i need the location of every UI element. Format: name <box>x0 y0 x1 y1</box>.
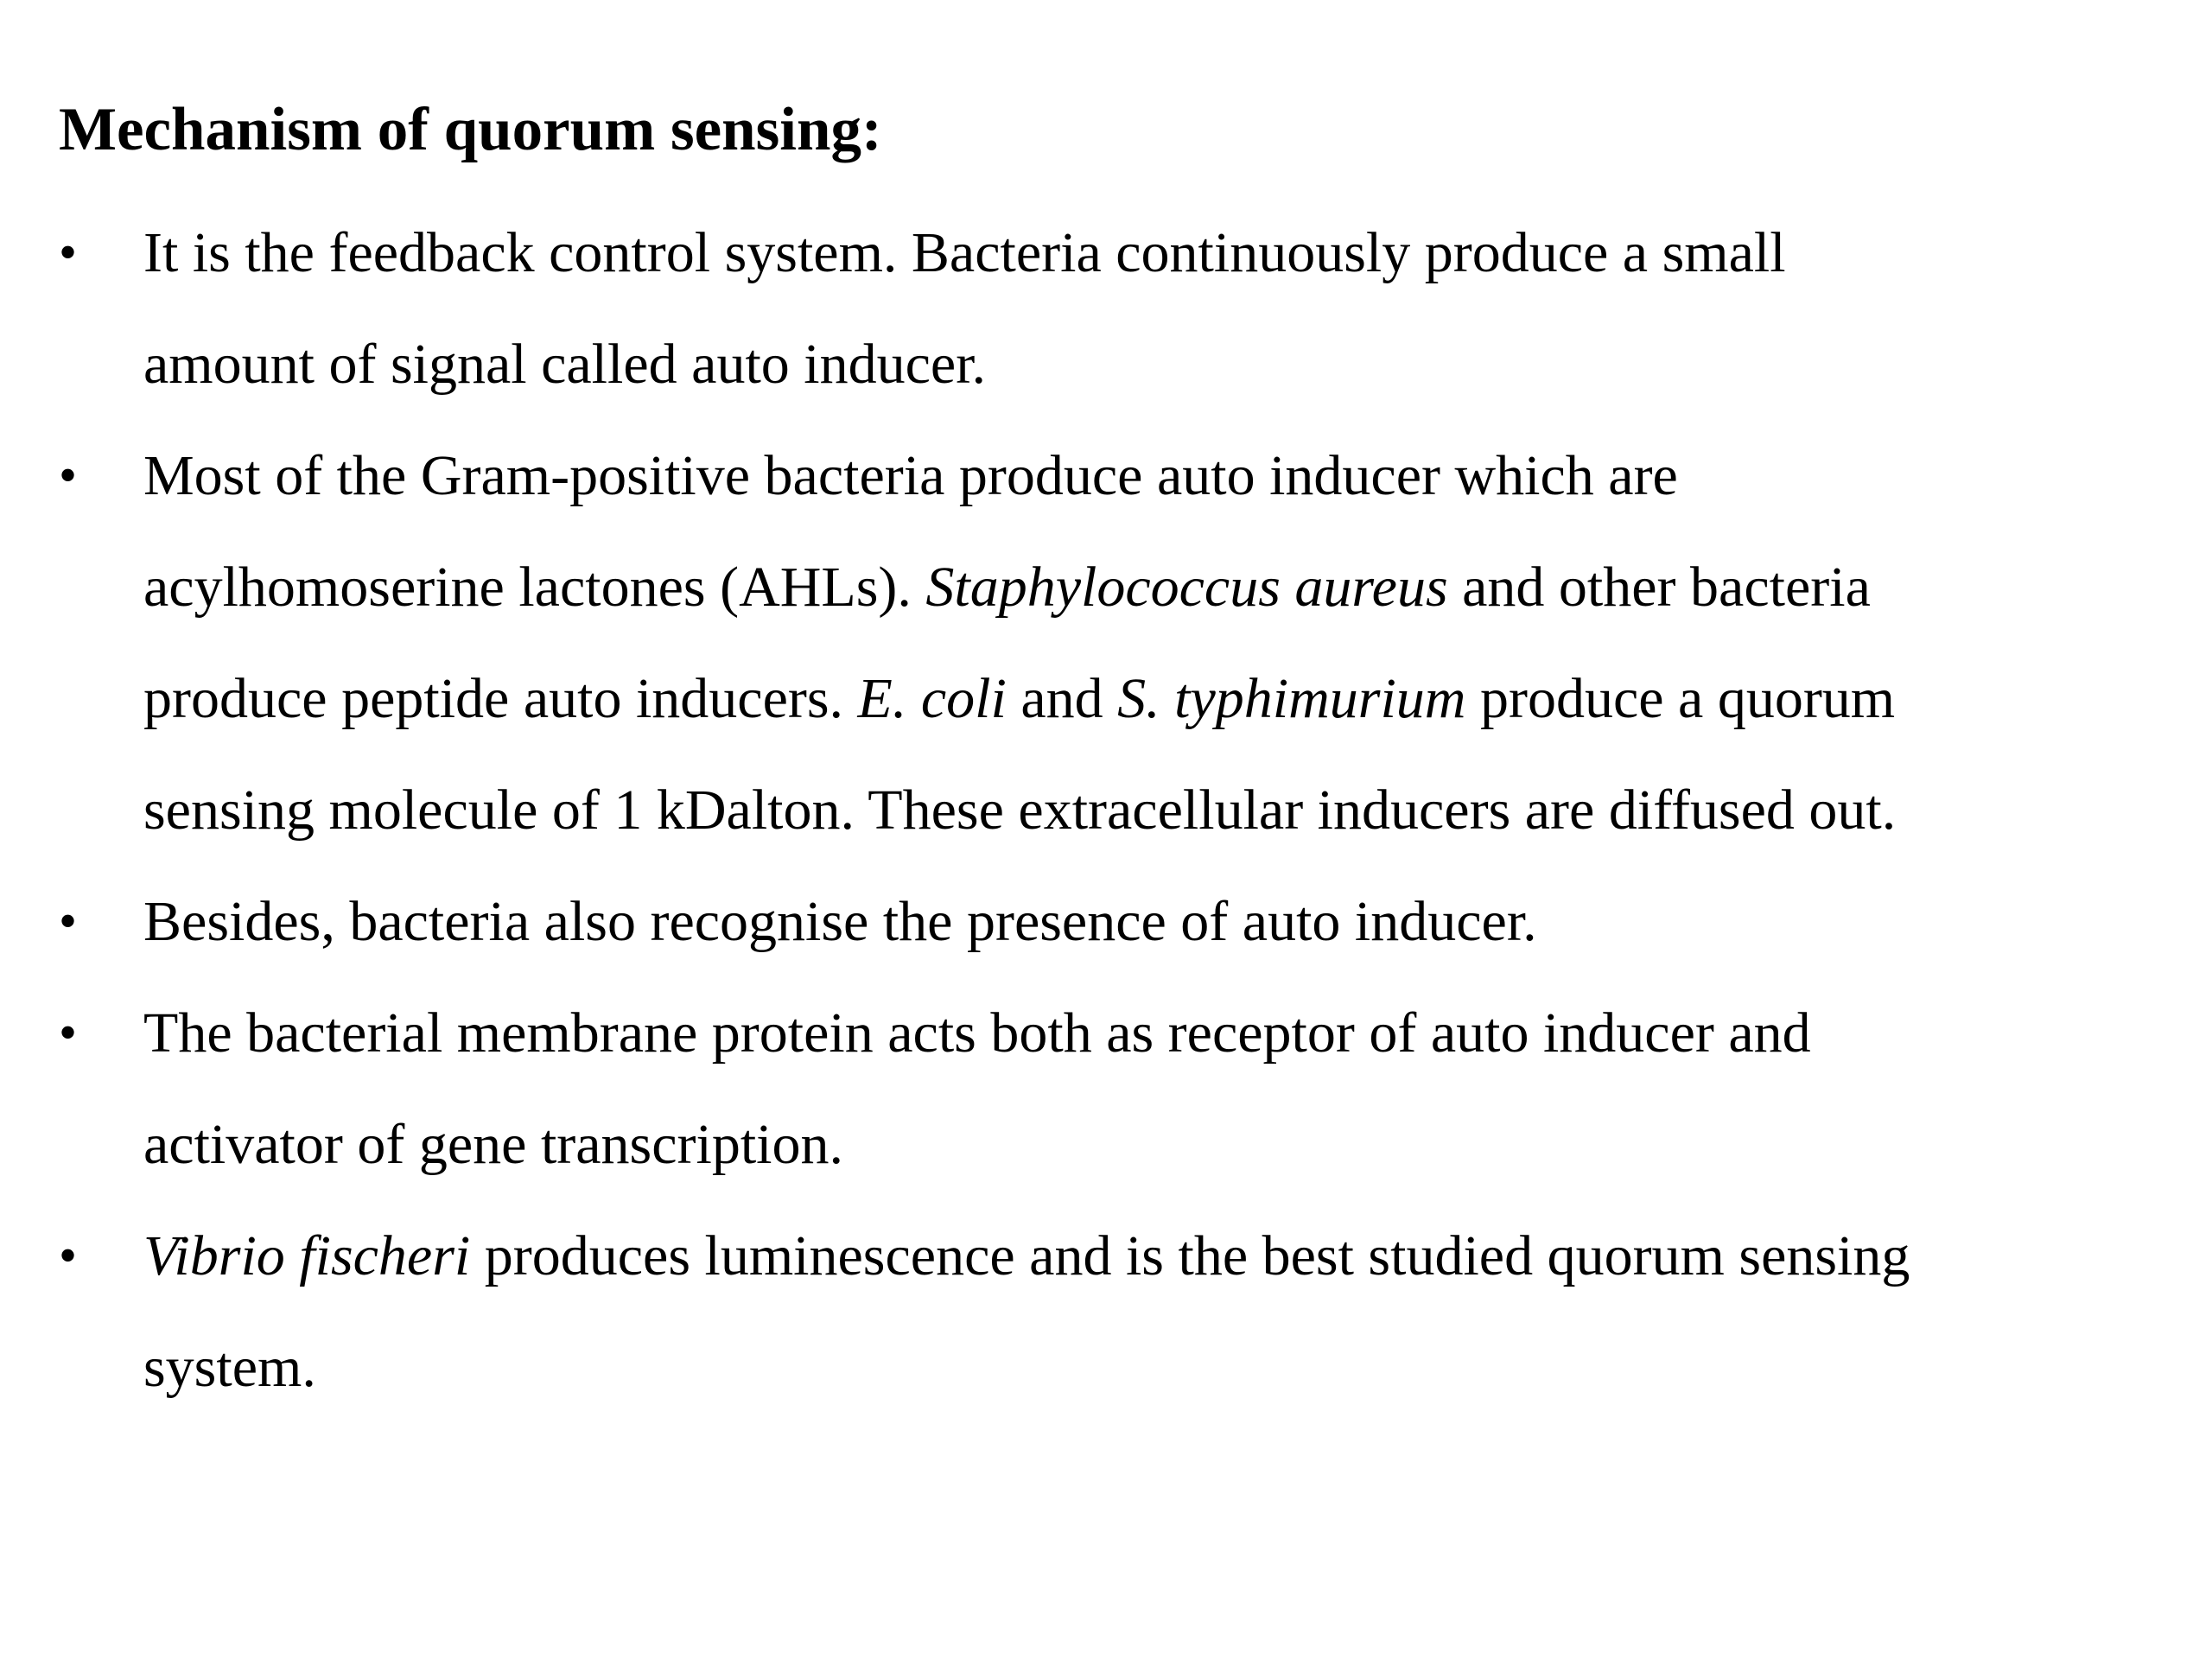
italic-text: E. coli <box>857 667 1007 730</box>
text-segment: The bacterial membrane protein acts both as receptor of auto inducer and <box>143 1001 1811 1065</box>
text-segment: and <box>1006 667 1118 730</box>
bullet-line <box>143 1089 2160 1200</box>
bullet-item <box>0 197 2160 420</box>
text-segment: amount of signal called auto inducer. <box>143 333 987 396</box>
bullet-line <box>143 643 2160 754</box>
text-segment: It is the feedback control system. Bacteria continuously produce a small <box>143 221 1786 284</box>
italic-text: Vibrio fischeri <box>143 1224 471 1287</box>
bullet-line <box>143 420 2160 531</box>
bullet-line <box>143 977 2160 1089</box>
bullet-item <box>0 977 2160 1200</box>
bullet-line <box>143 866 2160 977</box>
bullet-line <box>143 308 2160 420</box>
bullet-line <box>143 531 2160 643</box>
bullet-dot-icon: • <box>59 1004 78 1061</box>
bullet-dot-icon: • <box>59 1227 78 1284</box>
bullet-item <box>0 1200 2160 1423</box>
text-segment: produce peptide auto inducers. <box>143 667 858 730</box>
bullet-item <box>0 420 2160 866</box>
text-segment: and other bacteria <box>1447 556 1871 619</box>
text-segment: Besides, bacteria also recognise the presence of auto inducer. <box>143 890 1537 953</box>
bullet-dot-icon: • <box>59 893 78 950</box>
bullet-line <box>143 1312 2160 1423</box>
bullet-item <box>0 866 2160 977</box>
bullet-line <box>143 197 2160 308</box>
text-segment: acylhomoserine lactones (AHLs). <box>143 556 926 619</box>
italic-text: Staphylococcus aureus <box>925 556 1448 619</box>
text-segment: system. <box>143 1336 316 1399</box>
bullet-line <box>143 1200 2160 1312</box>
italic-text: S. typhimurium <box>1117 667 1466 730</box>
text-segment: activator of gene transcription. <box>143 1113 844 1176</box>
bullet-list <box>0 197 2160 1423</box>
text-segment: produces luminescence and is the best studied quorum sensing <box>470 1224 1910 1287</box>
text-segment: Most of the Gram-positive bacteria produce auto inducer which are <box>143 444 1678 507</box>
slide-heading: Mechanism of quorum sensing: <box>59 96 882 163</box>
text-segment: sensing molecule of 1 kDalton. These extracellular inducers are diffused out. <box>143 779 1897 842</box>
bullet-dot-icon: • <box>59 224 78 281</box>
text-segment: produce a quorum <box>1465 667 1896 730</box>
bullet-dot-icon: • <box>59 447 78 504</box>
bullet-line <box>143 754 2160 866</box>
